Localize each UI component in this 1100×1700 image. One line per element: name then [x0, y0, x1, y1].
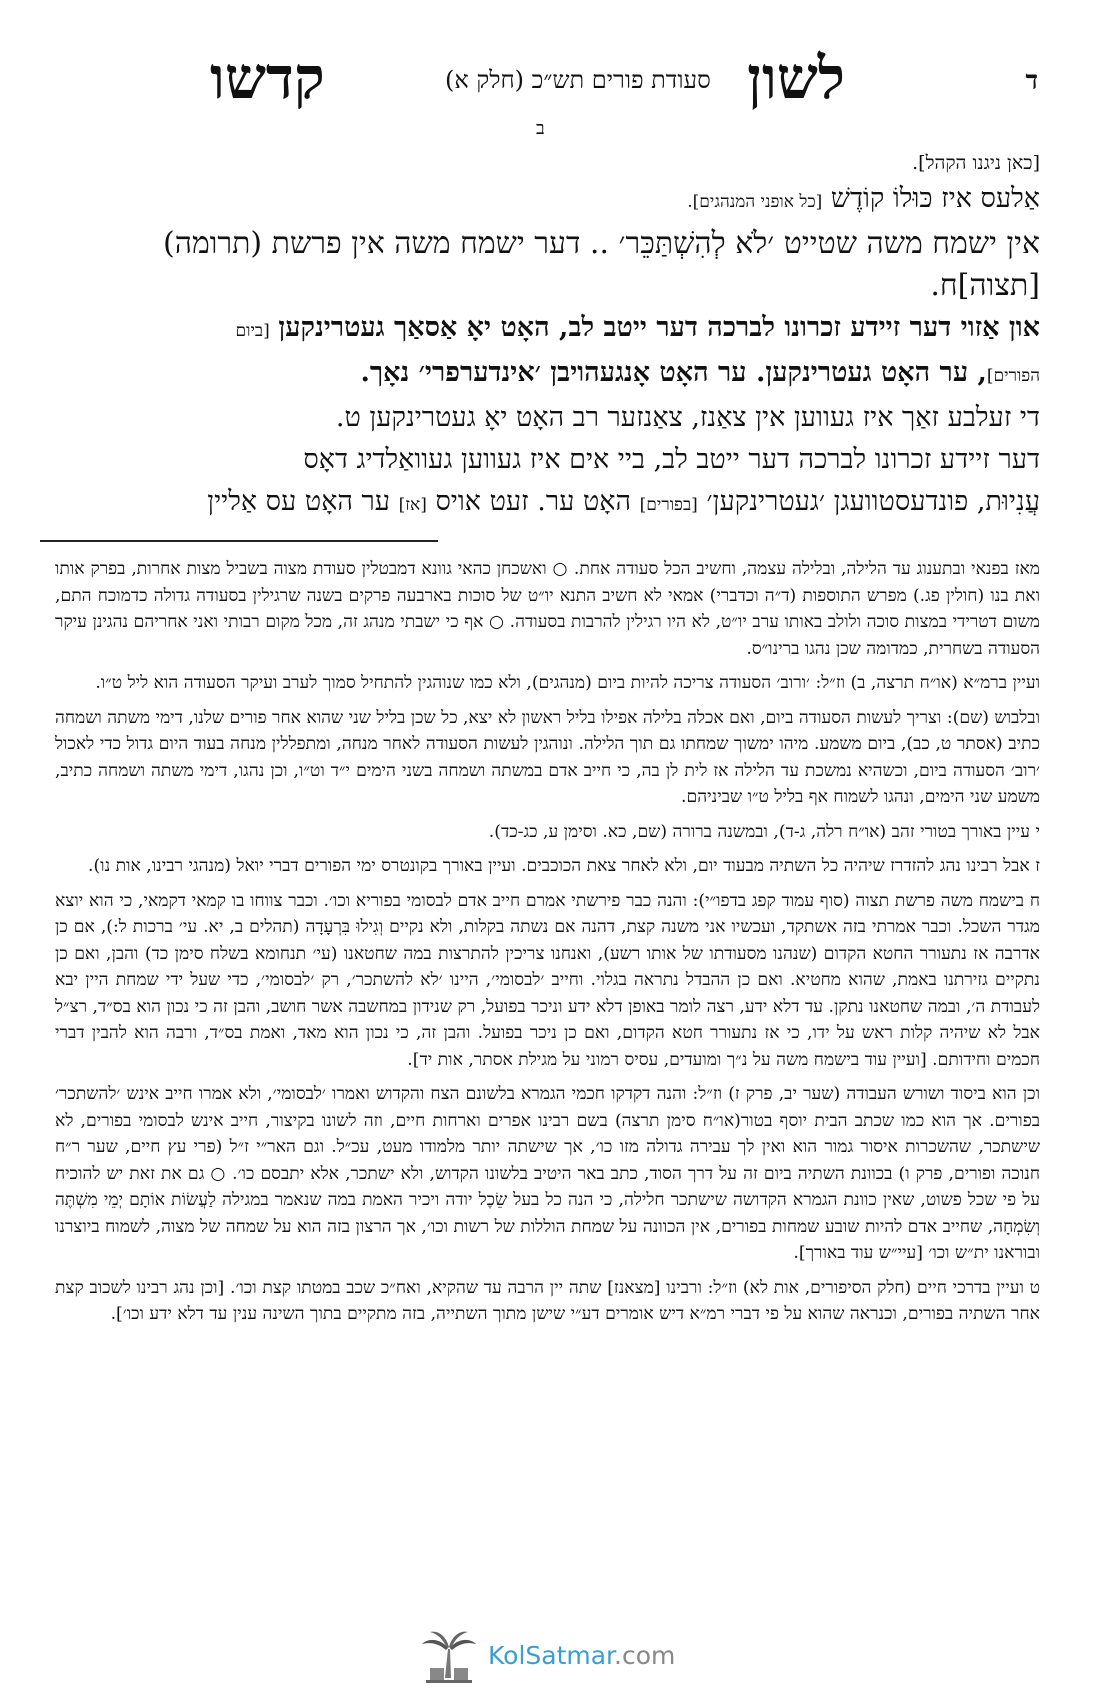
footnote-paragraph: י עיין באורך בטורי זהב (או״ח רלה, ג-ד), ובמשנה ברורה (שם, כא. וסימן ע, כג-כד). [488, 821, 1040, 842]
palm-tree-icon [420, 1628, 478, 1684]
site-name [488, 1641, 675, 1670]
main-line-text: און אַזוי דער זיידע זכרונו לברכה דער ייטב לב, האָט יאָ אַסאַך געטרינקען [278, 312, 1040, 343]
footnotes [55, 556, 1040, 1336]
bracket-insert: [אז] [398, 495, 427, 515]
section-subtitle: סעודת פורים תש״כ (חלק א) [445, 66, 711, 94]
footnote-paragraph: ט ועיין בדרכי חיים (חלק הסיפורים, אות לא) וז״ל: ורבינו [מצאנז] שתה יין הרבה עד שהקיא, ואח״כ שכב במטתו קצת וכו׳. [וכן נהג רבינו לשכוב קצת אחר השתיה בפורים, וכנראה שהוא על פי דברי רמ״א דיש אומרים דע״י שישן מתוך השתייה, בזה מתקיים בתוך השינה ענין עד דלא ידע וכו׳]. [55, 1277, 1040, 1324]
bracket-insert: [ביום [235, 321, 270, 341]
footnote-paragraph: ובלבוש (שם): וצריך לעשות הסעודה ביום, ואם אכלה בלילה אפילו בליל ראשון לא יצא, כל שכן בליל שני שהוא אחר פורים שלנו, דימי משתה ושמחה כתיב (אסתר ט, כב), ביום משמע. מיהו ימשוך שמחתו גם תוך הלילה. ונוהגין לעשות הסעודה לאחר מנחה, ומתפללין מנחה בעוד היום גדול כדי לאכול ׳רוב׳ הסעודה ביום, וכשהיא נמשכת עד הלילה אז לית לן בה, כי חייב אדם במשתה ושמחה בשני הימים י״ד וט״ו, וכן נהגו, דימי משתה ושמחה כתיב, משמע שני הימים, ונהגו לשמוח אף בליל ט״ו שביניהם. [55, 707, 1040, 807]
footnote-paragraph: וכן הוא ביסוד ושורש העבודה (שער יב, פרק ז) וז״ל: והנה דקדקו חכמי הגמרא בלשונם הצח והקדוש ואמרו ׳לבסומי׳, ולא אמרו חייב אינש ׳להשתכר׳ בפורים. אך הוא כמו שכתב הבית יוסף בטור(או״ח סימן תרצה) בשם רבינו אפרים וארחות חיים, וזה לשונו בקיצור, חייב אינש לבסומי בפורים, לא שישתכר, שהשכרות איסור גמור הוא ואין לך עבירה גדולה מזו כו׳, אך שישתה יותר מלמודו מעט, עכ״ל. וגם האר״י ז״ל (פרי עץ חיים, שער ר״ח חנוכה ופורים, פרק ו) בכוונת השתיה ביום זה על דרך הסוד, כתב באר היטיב בלשונו הקדוש, ולא ישתכר, אלא יתבסם כו׳. ○ גם את זאת יש להוכיח על פי שכל פשוט, שאין כוונת הגמרא הקדושה שישתכר חלילה, כי הנה כל בעל שֵׂכֶל יודה ויכיר האמת במה שנאמר במגילה לַעֲשׂוֹת אוֹתָם יְמֵי מִשְׁתֶּה וְשִׂמְחָה, שחייב אדם להיות שובע שמחות בפורים, אין הכוונה על שמחת הוללות של רשות וכו׳, אך הרצון בזה הוא על שמחה של מצוה, לשמוח ביוצרנו ובוראנו ית״ש וכו׳ [עיי״ש עוד באורך]. [55, 1084, 1041, 1263]
main-line [55, 178, 1040, 223]
main-line: אין ישמח משה שטייט ׳לֹא לְהִשְׁתַּכֵּר׳ .. דער ישמח משה אין פרשת (תרומה) [162, 226, 1040, 261]
brand-name: KolSatmar [488, 1641, 615, 1670]
footnote-paragraph: ח בישמח משה פרשת תצוה (סוף עמוד קפג בדפו״י): והנה כבר פירשתי אמרם חייב אדם לבסומי בפוריא וכו׳. וכבר צווחו בו קמאי דקמאי, כי הוא יוצא מגדר השכל. וכבר אמרתי בזה אשתקד, ועכשיו אני משנה קצת, דהנה אם נשתה בקלות, ולא נקיים וְגִילוּ בִּרְעָדָה (תהלים ב, יא. עי׳ ברכות ל:), אם כן אדרבה אז נתעורר החטא הקדום (שנהנו מסעודתו של אותו רשע), ואנחנו צריכין להתרצות במה שחטאנו (עי׳ תנחומא בשלח סימן כד) והבן, ואם כן נתקיים גזירתנו באמת, שהוא מחטיא. ואם כן ההבדל נתראה בגלוי. וחייב ׳לבסומי׳, היינו ׳לא להשתכר׳, רק ׳לבסומי׳, כדי שעל ידי שמחת היין יבא לעבודת ה׳, ובמה שחטאנו נתקן. עד דלא ידע, רצה לומר באופן דלא ידע וניכר בפועל, רק שנידון במחשבה אשר חושב, והבן זה כי נכון הוא בס״ד, רצ״ל אבל לא שיהיה קלות ראש על ידו, כי אז נתעורר חטא הקדום, ואם כן ניכר בפועל. והבן זה, כי נכון הוא מאד, ואמת בס״ד, ורבה הוא להבין דברי חכמים וחידותם. [ועיין עוד בישמח משה על נ״ך ומועדים, עסיס רמוני על מגילת אסתר, אות יד]. [55, 890, 1040, 1070]
bracket-insert: [בפורים] [639, 495, 698, 515]
main-line [55, 481, 1040, 526]
book-title-left: קדשו [210, 44, 325, 112]
footnote-paragraph: מאז בפנאי ובתענוג עד הלילה, ובלילה עצמה, וחשיב הכל סעודה אחת. ○ ואשכחן כהאי גוונא דמבטלין סעודת מצוה בשביל מצות אחרות, בפרק אותו ואת בנו (חולין פג.) מפרש התוספות (ד״ה וכדברי) אמאי לא חשיב התנא יו״ט של סוכות בארבעה פרקים בשנה שרגילין בסעודה גדולה כדמוכח התם, משום דטרידי במצות סוכה ולולב באותו ערב יו״ט, לא היו רגילין להרבות בסעודה. ○ אף כי ישבתי מנהג זה, מכל מקום רבותי ואני אחריהם נהגינן עיקר הסעודה בשחרית, כמדומה שכן נהגו ברינו״ס. [55, 559, 1040, 659]
bracket-note: [כאן ניגנו הקהל]. [912, 152, 1040, 174]
page-header [60, 44, 1050, 114]
book-title-right: לשון [747, 44, 845, 112]
main-line-text: , ער האָט געטרינקען. ער האָט אָנגעהויבן ׳אינדערפרי׳ נאָך. [360, 357, 987, 388]
main-line: דער זיידע זכרונו לברכה דער ייטב לב, ביי אים איז געווען געוואַלדיג דאָס [303, 444, 1040, 475]
page-number: ד [1025, 66, 1038, 96]
section-letter: ב [536, 118, 545, 139]
main-line-text: ער האָט עס אַליין [207, 486, 391, 517]
main-line [55, 352, 1040, 397]
main-text [55, 148, 1040, 526]
footnote-paragraph: ז אבל רבינו נהג להזדרז שיהיה כל השתיה מבעוד יום, ולא לאחר צאת הכוכבים. ועיין באורך בקונטרס ימי הפורים דברי יואל (מנהגי רבינו, אות נו). [88, 856, 1040, 876]
main-line-text: אַלעס איז כּוּלוֹ קוֹדֶשׁ [830, 183, 1040, 214]
site-logo[interactable] [410, 1628, 710, 1688]
main-line-text: עֲנִיוּת, פונדעסטוועגן ׳געטרינקען׳ [706, 486, 1040, 517]
main-line-text: האָט ער. זעט אויס [435, 486, 632, 517]
main-line: די זעלבע זאַך איז געווען אין צאַנז, צאַנזער רב האָט יאָ געטרינקען ט. [335, 402, 1040, 433]
main-line: [תצוה]ח. [930, 268, 1040, 303]
brand-domain: .com [614, 1641, 676, 1670]
bracket-insert: הפורים] [986, 366, 1040, 386]
footnote-paragraph: ועיין ברמ״א (או״ח תרצה, ב) וז״ל: ׳ורוב׳ הסעודה צריכה להיות ביום (מנהגים), ולא כמו שנוהגין להתחיל סמוך לערב ועיקר הסעודה הוא ליל ט״ו. [95, 673, 1040, 693]
bracket-insert: [כל אופני המנהגים]. [687, 192, 823, 212]
main-line [55, 307, 1040, 352]
footnote-divider [40, 540, 438, 542]
